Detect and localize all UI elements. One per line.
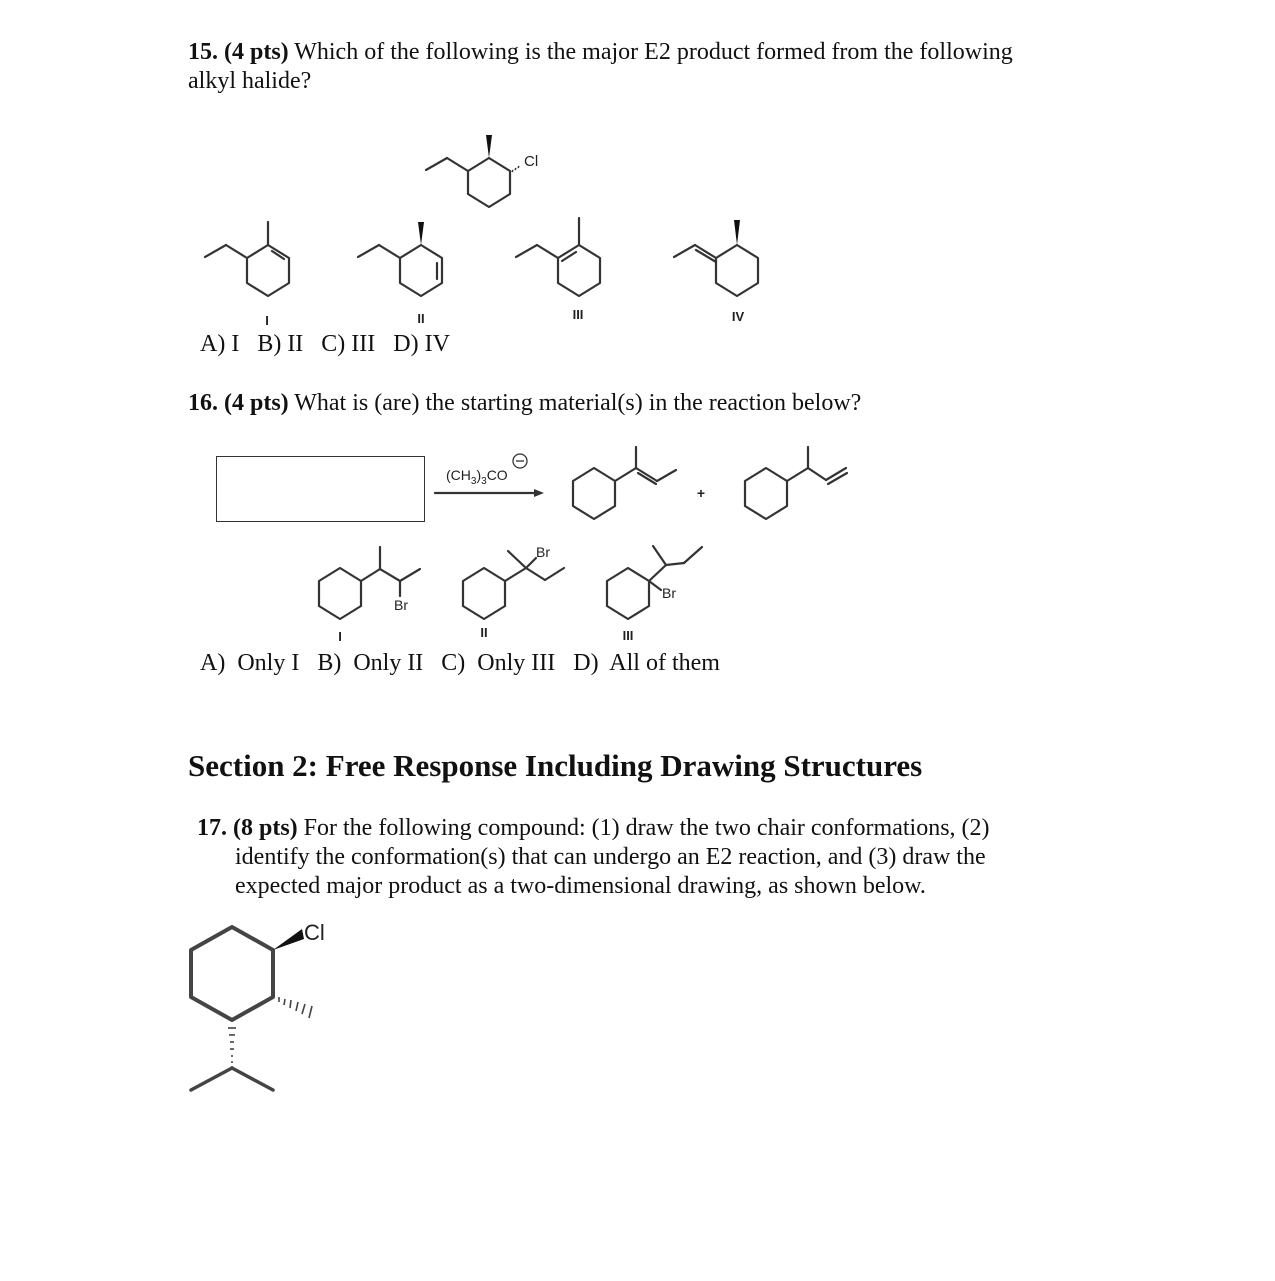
q15-label-I: I bbox=[265, 313, 269, 328]
q16-text: What is (are) the starting material(s) in the reaction below? bbox=[288, 390, 862, 416]
q16-plus: + bbox=[696, 485, 706, 501]
q17-text-line1: For the following compound: (1) draw the two chair conformations, (2) bbox=[297, 815, 990, 841]
section-2-title: Section 2: Free Response Including Drawing Structures bbox=[188, 748, 923, 783]
q15-answer-choices: A) I B) II C) III D) IV bbox=[200, 331, 450, 357]
q16-label-II: II bbox=[480, 625, 488, 640]
q15-text-line1: Which of the following is the major E2 product formed from the following bbox=[288, 39, 1013, 65]
q15-label-III: III bbox=[572, 307, 584, 322]
q16-option-II-br-label: Br bbox=[536, 544, 550, 560]
q17-compound-structure bbox=[191, 920, 325, 1090]
q15-cl-label: Cl bbox=[524, 153, 539, 170]
q16-label-III: III bbox=[622, 628, 634, 643]
q16-option-I-br-label: Br bbox=[394, 597, 408, 613]
q17-text-line2: identify the conformation(s) that can undergo an E2 reaction, and (3) draw the bbox=[235, 844, 986, 870]
q16-label-I: I bbox=[338, 629, 342, 644]
q15-text-line2: alkyl halide? bbox=[188, 68, 312, 94]
q17-text-line3: expected major product as a two-dimensional drawing, as shown below. bbox=[235, 873, 926, 899]
q15-label-II: II bbox=[417, 311, 425, 326]
q15-number: 15. (4 pts) bbox=[188, 39, 289, 65]
q16-answer-choices: A) Only I B) Only II C) Only III D) All of them bbox=[200, 650, 720, 676]
q16-reagent: $(CH_3)_3CO$ bbox=[446, 467, 508, 487]
q15-label-IV: IV bbox=[731, 309, 745, 324]
q16-option-III-br-label: Br bbox=[662, 585, 676, 601]
q17-number: 17. (8 pts) bbox=[197, 815, 298, 841]
q16-number: 16. (4 pts) bbox=[188, 390, 289, 416]
q17-cl-label: Cl bbox=[304, 920, 325, 945]
